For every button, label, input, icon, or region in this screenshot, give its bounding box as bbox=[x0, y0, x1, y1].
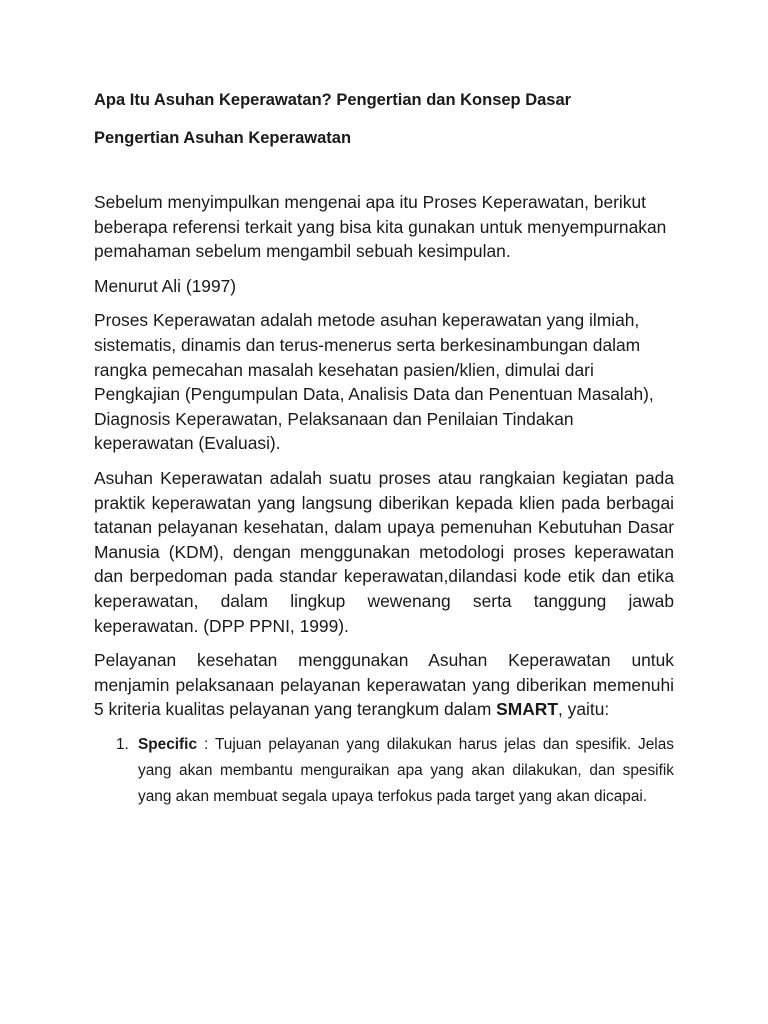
list-item-text: : Tujuan pelayanan yang dilakukan harus jelas dan spesifik. Jelas yang akan membantu menguraikan apa yang akan dilakukan, dan spesifik yang akan membuat segala upaya terfokus pada target yang akan dicapai. bbox=[138, 735, 674, 805]
list-item-number: 1. bbox=[116, 735, 129, 753]
smart-criteria-list bbox=[94, 732, 674, 810]
smart-intro-paragraph bbox=[94, 648, 674, 722]
document-subtitle: Pengertian Asuhan Keperawatan bbox=[94, 129, 352, 147]
reference-line: Menurut Ali (1997) bbox=[94, 275, 237, 296]
intro-paragraph: Sebelum menyimpulkan mengenai apa itu Proses Keperawatan, berikut beberapa referensi terkait yang bisa kita gunakan untuk menyempurnakan pemahaman sebelum mengambil sebuah kesimpulan. bbox=[94, 192, 667, 262]
smart-intro-tail: , yaitu: bbox=[557, 699, 610, 720]
document-page bbox=[94, 88, 674, 810]
smart-intro-text: Pelayanan kesehatan menggunakan Asuhan Keperawatan untuk menjamin pelaksanaan pelayanan keperawatan yang diberikan memenuhi 5 kriteria kualitas pelayanan yang terangkum dalam bbox=[94, 650, 674, 720]
smart-term: SMART bbox=[496, 699, 558, 720]
list-item-term: Specific bbox=[138, 735, 198, 753]
definition-paragraph-1: Proses Keperawatan adalah metode asuhan keperawatan yang ilmiah, sistematis, dinamis dan terus-menerus serta berkesinambungan dalam rangka pemecahan masalah kesehatan pasien/klien, dimulai dari Pengkajian (Pengumpulan Data, Analisis Data dan Penentuan Masalah), Diagnosis Keperawatan, Pelaksanaan dan Penilaian Tindakan keperawatan (Evaluasi). bbox=[94, 310, 654, 454]
definition-paragraph-2: Asuhan Keperawatan adalah suatu proses atau rangkaian kegiatan pada praktik keperawatan yang langsung diberikan kepada klien pada berbagai tatanan pelayanan kesehatan, dalam upaya pemenuhan Kebutuhan Dasar Manusia (KDM), dengan menggunakan metodologi proses keperawatan dan berpedoman pada standar keperawatan,dilandasi kode etik dan etika keperawatan, dalam lingkup wewenang serta tanggung jawab keperawatan. (DPP PPNI, 1999). bbox=[94, 467, 674, 636]
document-title: Apa Itu Asuhan Keperawatan? Pengertian dan Konsep Dasar bbox=[94, 91, 572, 109]
list-item bbox=[94, 732, 674, 810]
